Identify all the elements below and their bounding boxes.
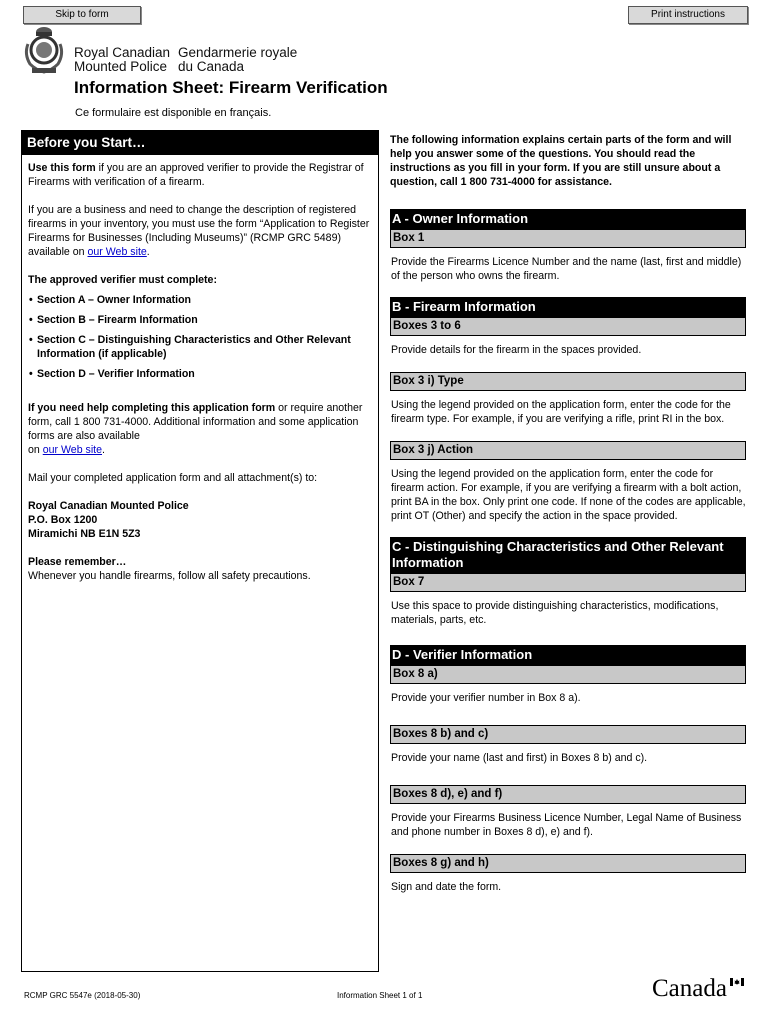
sections-list xyxy=(28,293,372,381)
box-1-description: Provide the Firearms Licence Number and the name (last, first and middle) of the person who owns the firearm. xyxy=(391,256,742,282)
boxes-8bc-header: Boxes 8 b) and c) xyxy=(390,725,746,744)
intro-paragraph: The following information explains certain parts of the form and will help you answer some of the questions. You should read the instructions as you fill in your form. If you are still unsure about a question, call 1 800 731-4000 for assistance. xyxy=(390,134,732,188)
section-c-header: C - Distinguishing Characteristics and Other Relevant Information xyxy=(390,537,746,573)
instructions-column xyxy=(390,133,746,894)
boxes-8def-description: Provide your Firearms Business Licence Number, Legal Name of Business and phone number in Boxes 8 d), e) and f). xyxy=(391,812,742,838)
must-complete-heading: The approved verifier must complete: xyxy=(28,274,217,286)
list-item: • Section C – Distinguishing Characteristics and Other Relevant Information (if applicable) xyxy=(28,333,372,361)
boxes-8gh-header: Boxes 8 g) and h) xyxy=(390,854,746,873)
box-7-header: Box 7 xyxy=(390,573,746,592)
use-form-paragraph: Use this form if you are an approved verifier to provide the Registrar of Firearms with verification of a firearm. xyxy=(28,162,364,188)
boxes-8def-header: Boxes 8 d), e) and f) xyxy=(390,785,746,804)
document-title: Information Sheet: Firearm Verification xyxy=(74,78,388,97)
business-paragraph: If you are a business and need to change the description of registered firearms in your inventory, you must use the form “Application to Register Firearms for Businesses (Including Museums)” (RCMP GRC 5489) available on our Web site. xyxy=(28,204,370,258)
section-b-header: B - Firearm Information xyxy=(390,297,746,317)
before-you-start-panel xyxy=(21,130,379,972)
box-7-description: Use this space to provide distinguishing characteristics, modifications, materials, parts, etc. xyxy=(391,600,719,626)
list-item: • Section D – Verifier Information xyxy=(28,367,372,381)
skip-to-form-button[interactable]: Skip to form xyxy=(23,6,141,24)
canada-flag-icon xyxy=(730,978,744,986)
french-availability-note: Ce formulaire est disponible en français. xyxy=(75,107,272,119)
box-1-header: Box 1 xyxy=(390,229,746,248)
box-8a-description: Provide your verifier number in Box 8 a). xyxy=(391,692,581,704)
boxes-3-to-6-description: Provide details for the firearm in the spaces provided. xyxy=(391,344,642,356)
web-site-link[interactable]: our Web site xyxy=(87,246,147,258)
canada-wordmark: Canada xyxy=(652,975,727,1002)
box-3i-description: Using the legend provided on the application form, enter the code for the firearm type. For example, if you are verifying a rifle, print RI in the box. xyxy=(391,399,731,425)
page-indicator: Information Sheet 1 of 1 xyxy=(337,991,423,1000)
list-item: • Section B – Firearm Information xyxy=(28,313,372,327)
before-you-start-header: Before you Start… xyxy=(22,131,378,155)
box-3j-header: Box 3 j) Action xyxy=(390,441,746,460)
mail-instruction: Mail your completed application form and all attachment(s) to: xyxy=(28,472,318,484)
section-a-header: A - Owner Information xyxy=(390,209,746,229)
boxes-8bc-description: Provide your name (last and first) in Boxes 8 b) and c). xyxy=(391,752,648,764)
form-number: RCMP GRC 5547e (2018-05-30) xyxy=(24,991,141,1000)
print-instructions-button[interactable]: Print instructions xyxy=(628,6,748,24)
mailing-address: Royal Canadian Mounted Police P.O. Box 1200 Miramichi NB E1N 5Z3 xyxy=(28,500,189,540)
web-site-link[interactable]: our Web site xyxy=(42,444,103,456)
box-3i-header: Box 3 i) Type xyxy=(390,372,746,391)
rcmp-crest-logo xyxy=(22,24,66,76)
boxes-3-to-6-header: Boxes 3 to 6 xyxy=(390,317,746,336)
box-3j-description: Using the legend provided on the application form, enter the code for firearm action. For example, if you are verifying a firearm with a bolt action, print BA in the box. Only print one code. If none of the codes are applicable, print OT (Other) and specify the action in the space provided. xyxy=(391,468,746,522)
boxes-8gh-description: Sign and date the form. xyxy=(391,881,502,893)
please-remember: Please remember… Whenever you handle firearms, follow all safety precautions. xyxy=(28,556,311,582)
list-item: • Section A – Owner Information xyxy=(28,293,372,307)
section-d-header: D - Verifier Information xyxy=(390,645,746,665)
agency-name-french: Gendarmerie royale du Canada xyxy=(178,45,298,74)
help-paragraph: If you need help completing this application form or require another form, call 1 800 731-4000. Additional information and some application forms are also available on our Web site. xyxy=(28,402,363,456)
agency-name-english: Royal Canadian Mounted Police xyxy=(74,45,171,74)
box-8a-header: Box 8 a) xyxy=(390,665,746,684)
